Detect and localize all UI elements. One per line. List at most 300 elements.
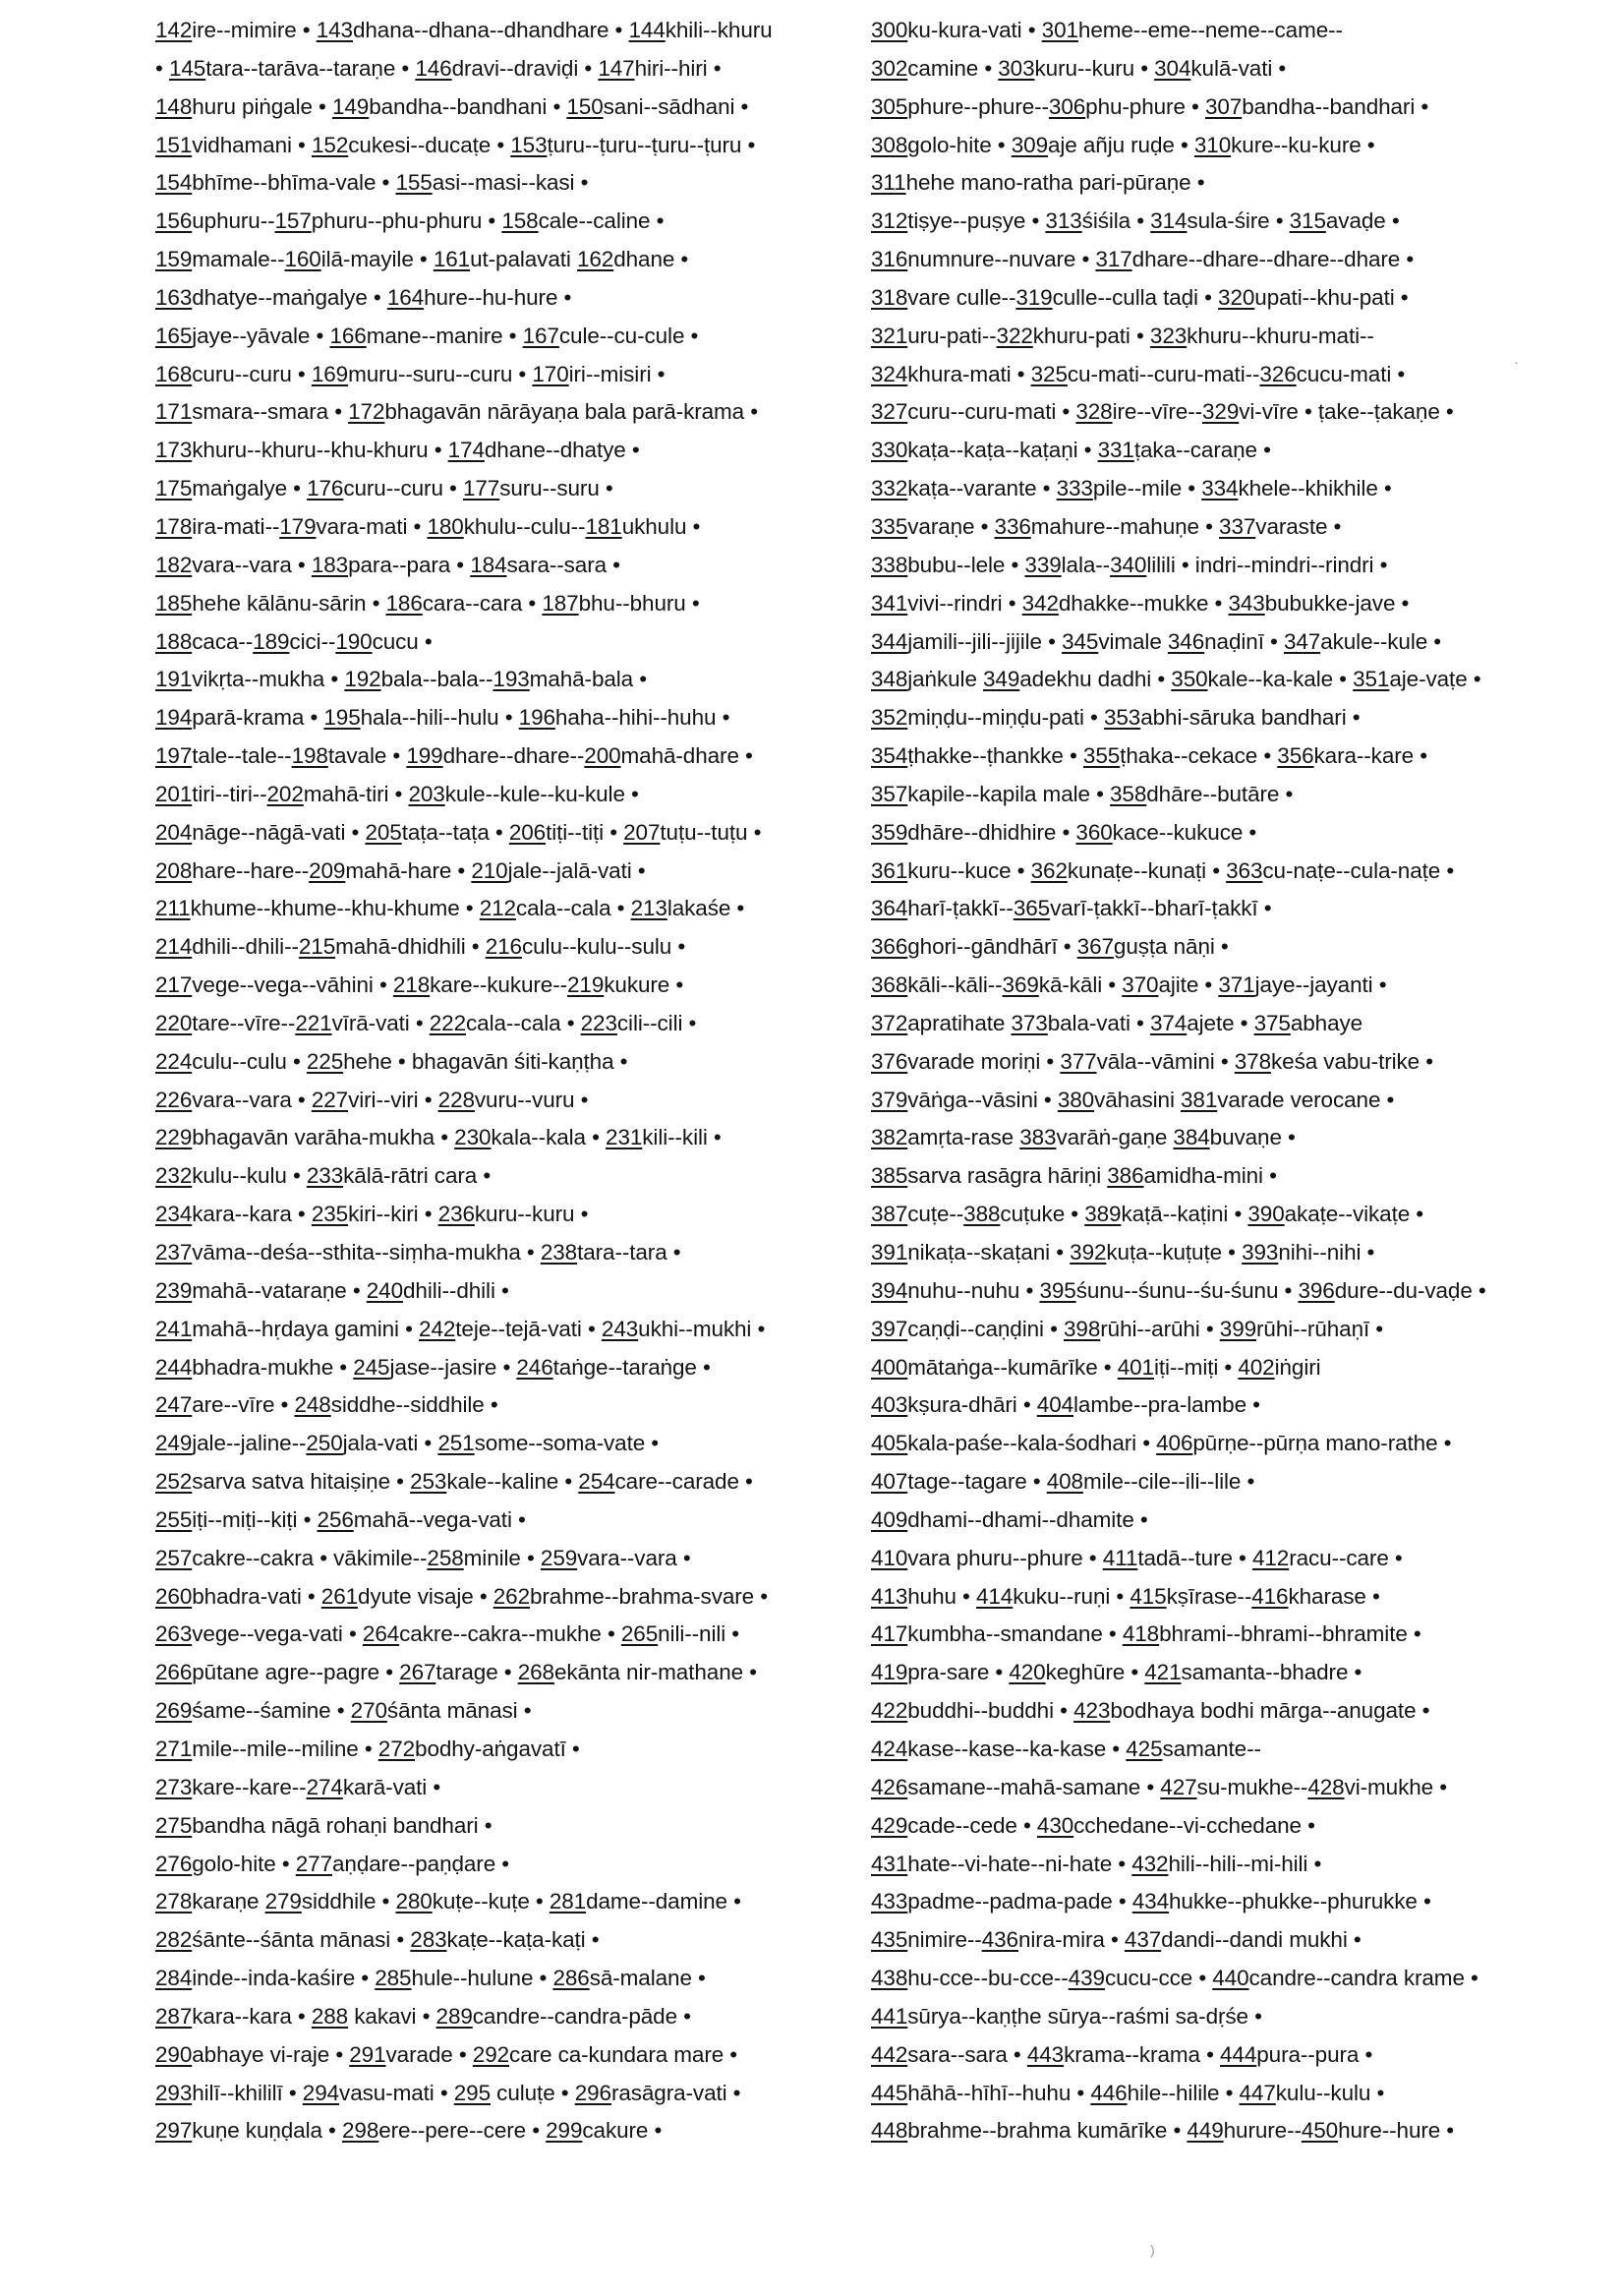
verse-number: 371 [1218,972,1255,998]
scan-speck: ) [1150,2242,1155,2258]
verse-number: 145 [168,55,206,81]
verse-number: 406 [1156,1431,1193,1456]
right_column-line: 344jamili--jili--jijile • 345vimale 346naḍinī • 347akule--kule • [871,628,1442,654]
verse-number: 256 [317,1506,354,1532]
verse-number: 401 [1117,1354,1154,1380]
verse-number: 331 [1097,438,1134,463]
verse-number: 175 [155,476,193,501]
right_column-line: 364harī-ṭakkī--365varī-ṭakkī--bharī-ṭakkī • [871,896,1272,921]
verse-number: 375 [1253,1010,1291,1035]
verse-number: 261 [320,1583,359,1609]
verse-number: 348 [871,667,908,692]
verse-number: 345 [1062,628,1099,654]
verse-number: 159 [155,247,193,272]
verse-number: 312 [871,208,908,234]
verse-number: 170 [532,361,569,386]
right_column-line: 341vivi--rindri • 342dhakke--mukke • 343bubukke-jave • [871,590,1410,616]
verse-number: 377 [1060,1048,1097,1074]
verse-number: 316 [871,247,908,272]
verse-number: 183 [311,552,349,577]
verse-number: 237 [155,1240,193,1265]
verse-number: 416 [1251,1583,1289,1609]
verse-number: 182 [155,552,193,577]
verse-number: 200 [584,743,621,769]
verse-number: 385 [871,1163,908,1189]
verse-number: 429 [871,1812,908,1838]
verse-number: 333 [1056,476,1093,501]
left_column-line: 224culu--culu • 225hehe • bhagavān śiti-kaṇṭha • [155,1048,628,1074]
right_column-line: 435nimire--436nira-mira • 437dandi--dandi mukhi • [871,1927,1362,1953]
verse-number: 223 [580,1010,617,1035]
verse-number: 444 [1220,2041,1257,2067]
verse-number: 285 [375,1966,412,1991]
verse-number: 370 [1122,972,1159,998]
verse-number: 153 [510,132,548,157]
right_column-line: 308golo-hite • 309aje añju ruḍe • 310kure--ku-kure • [871,132,1375,157]
verse-number: 384 [1173,1125,1210,1150]
verse-number: 245 [353,1354,390,1380]
verse-number: 306 [1048,93,1086,119]
verse-number: 176 [307,476,344,501]
right_column-line: 441sūrya--kaṇṭhe sūrya--raśmi sa-dṛśe • [871,2003,1262,2029]
verse-number: 187 [542,590,579,616]
verse-number: 446 [1090,2080,1128,2105]
verse-number: 383 [1019,1125,1057,1150]
verse-number: 433 [871,1889,908,1914]
verse-number: 402 [1238,1354,1275,1380]
verse-number: 257 [155,1545,193,1570]
verse-number: 380 [1057,1087,1095,1112]
left_column-line: 182vara--vara • 183para--para • 184sara--sara • [155,552,620,577]
verse-number: 254 [578,1469,615,1495]
right_column-line: 359dhāre--dhidhire • 360kace--kukuce • [871,819,1257,845]
verse-number: 307 [1204,93,1243,119]
verse-number: 199 [406,743,443,769]
right_column-line: 312tiṣye--puṣye • 313śiśila • 314sula-śire • 315avaḍe • [871,208,1400,234]
verse-number: 432 [1131,1851,1169,1876]
verse-number: 400 [871,1354,908,1380]
verse-number: 270 [350,1698,387,1724]
left_column-line: 204nāge--nāgā-vati • 205taṭa--taṭa • 206tiṭi--tiṭi • 207tuṭu--tuṭu • [155,819,762,845]
verse-number: 242 [419,1316,456,1341]
verse-number: 269 [155,1698,193,1724]
verse-number: 211 [155,896,191,921]
verse-number: 342 [1021,590,1059,616]
left_column-line: 284inde--inda-kaśire • 285hule--hulune • 286sā-malane • [155,1966,706,1991]
left-column [155,12,834,2150]
verse-number: 194 [155,705,193,731]
verse-number: 266 [155,1660,193,1685]
verse-number: 225 [306,1048,344,1074]
right_column-line: 403kṣura-dhāri • 404lambe--pra-lambe • [871,1392,1260,1418]
verse-number: 311 [871,170,906,196]
verse-number: 251 [437,1431,475,1456]
verse-number: 191 [155,667,193,692]
left_column-line: 247are--vīre • 248siddhe--siddhile • [155,1392,498,1418]
verse-number: 405 [871,1431,908,1456]
left_column-line: 232kulu--kulu • 233kālā-rātri cara • [155,1163,492,1189]
verse-number: 156 [155,208,193,234]
verse-number: 247 [155,1392,193,1418]
verse-number: 326 [1259,361,1297,386]
right_column-line: 321uru-pati--322khuru-pati • 323khuru--khuru-mati-- [871,323,1374,348]
verse-number: 357 [871,781,908,806]
left_column-line: 255iṭi--miṭi--kiṭi • 256mahā--vega-vati • [155,1506,526,1532]
verse-number: 360 [1075,819,1113,845]
verse-number: 286 [552,1966,590,1991]
right_column-line: 376varade moriṇi • 377vāla--vāmini • 378keśa vabu-trike • [871,1048,1434,1074]
left_column-line: 156uphuru--157phuru--phu-phuru • 158cale--caline • [155,208,665,234]
verse-number: 147 [598,55,635,81]
verse-number: 190 [335,628,373,654]
verse-number: 308 [871,132,908,157]
left_column-line: 276golo-hite • 277aṇḍare--paṇḍare • [155,1851,510,1876]
verse-number: 214 [155,934,193,960]
verse-number: 284 [155,1966,193,1991]
verse-number: 419 [871,1660,908,1685]
verse-number: 325 [1030,361,1068,386]
left_column-line: 244bhadra-mukhe • 245jase--jasire • 246taṅge--taraṅge • [155,1354,711,1380]
right_column-line: 366ghori--gāndhārī • 367guṣṭa nāṇi • [871,934,1229,960]
verse-number: 410 [871,1545,908,1570]
right_column-line: 409dhami--dhami--dhamite • [871,1506,1148,1532]
left_column-line: 220tare--vīre--221vīrā-vati • 222cala--cala • 223cili--cili • [155,1010,697,1035]
verse-number: 164 [386,284,425,310]
verse-number: 274 [306,1774,343,1799]
verse-number: 207 [623,819,661,845]
verse-number: 381 [1181,1087,1218,1112]
verse-number: 350 [1171,667,1208,692]
right_column-line: 405kala-paśe--kala-śodhari • 406pūrṇe--pūrṇa mano-rathe • [871,1431,1452,1456]
verse-number: 373 [1011,1010,1048,1035]
right_column-line: 305phure--phure--306phu-phure • 307bandha--bandhari • [871,93,1429,119]
verse-number: 332 [871,476,908,501]
verse-number: 439 [1068,1966,1105,1991]
verse-number: 354 [871,743,908,769]
left_column-line: 282śānte--śānta mānasi • 283kaṭe--kaṭa-kaṭi • [155,1927,600,1953]
right_column-line: 407tage--tagare • 408mile--cile--ili--lile • [871,1469,1255,1495]
left_column-line: 278karaṇe 279siddhile • 280kuṭe--kuṭe • 281dame--damine • [155,1889,741,1914]
right_column-line: 433padme--padma-pade • 434hukke--phukke--phurukke • [871,1889,1431,1914]
verse-number: 198 [291,743,328,769]
verse-number: 163 [155,284,193,310]
verse-number: 222 [429,1010,467,1035]
verse-number: 297 [155,2118,193,2144]
verse-number: 265 [620,1621,659,1647]
verse-number: 340 [1110,552,1147,577]
verse-number: 362 [1030,857,1068,883]
verse-number: 295 [453,2080,492,2105]
right_column-line: 448brahme--brahma kumārīke • 449hurure--450hure--hure • [871,2118,1455,2144]
verse-number: 252 [155,1469,193,1495]
verse-number: 220 [155,1010,193,1035]
right_column-line: 424kase--kase--ka-kase • 425samante-- [871,1736,1261,1761]
left_column-line: 252sarva satva hitaiṣiṇe • 253kale--kaline • 254care--carade • [155,1469,753,1495]
right_column-line: 431hate--vi-hate--ni-hate • 432hili--hili--mi-hili • [871,1851,1322,1876]
verse-number: 281 [549,1889,587,1914]
verse-number: 151 [155,132,193,157]
verse-number: 305 [871,93,908,119]
verse-number: 219 [567,972,605,998]
verse-number: 409 [871,1506,908,1532]
verse-number: 343 [1228,590,1265,616]
verse-number: 201 [155,781,193,806]
verse-number: 317 [1095,247,1132,272]
right_column-line: 442sara--sara • 443krama--krama • 444pura--pura • [871,2041,1373,2067]
verse-number: 230 [454,1125,492,1150]
verse-number: 212 [479,896,516,921]
verse-number: 339 [1024,552,1062,577]
verse-number: 313 [1045,208,1082,234]
left_column-line: 269śame--śamine • 270śānta mānasi • [155,1698,532,1724]
left_column-line: 185hehe kālānu-sārin • 186cara--cara • 187bhu--bhuru • [155,590,700,616]
verse-number: 427 [1160,1774,1197,1799]
verse-number: 441 [871,2003,908,2029]
verse-number: 412 [1251,1545,1290,1570]
verse-number: 351 [1353,667,1390,692]
left_column-line: 226vara--vara • 227viri--viri • 228vuru--vuru • [155,1087,589,1112]
verse-number: 279 [264,1889,302,1914]
verse-number: 443 [1026,2041,1065,2067]
verse-number: 216 [485,934,522,960]
verse-number: 293 [155,2080,193,2105]
verse-number: 208 [155,857,193,883]
right_column-line: 300ku-kura-vati • 301heme--eme--neme--came-- [871,18,1343,42]
verse-number: 386 [1107,1163,1144,1189]
verse-number: 421 [1144,1660,1182,1685]
verse-number: 365 [1013,896,1051,921]
verse-number: 303 [998,55,1035,81]
left_column-line: 173khuru--khuru--khu-khuru • 174dhane--dhatye • [155,438,640,463]
left_column-line: 234kara--kara • 235kiri--kiri • 236kuru--kuru • [155,1202,589,1227]
verse-number: 157 [274,208,312,234]
verse-number: 431 [871,1851,908,1876]
left_column-line: 287kara--kara • 288 kakavi • 289candre--candra-pāde • [155,2003,691,2029]
verse-number: 288 [311,2003,349,2029]
verse-number: 154 [155,170,193,196]
verse-number: 209 [309,857,346,883]
verse-number: 310 [1193,132,1232,157]
verse-number: 314 [1150,208,1188,234]
verse-number: 249 [155,1431,193,1456]
verse-number: 356 [1277,743,1314,769]
verse-number: 296 [574,2080,611,2105]
verse-number: 387 [871,1202,908,1227]
left_column-line: 171smara--smara • 172bhagavān nārāyaṇa bala parā-krama • [155,399,759,425]
left_column-line: 188caca--189cici--190cucu • [155,628,433,654]
verse-number: 447 [1239,2080,1276,2105]
verse-number: 224 [155,1048,193,1074]
verse-number: 413 [871,1583,908,1609]
left_column-line: 229bhagavān varāha-mukha • 230kala--kala • 231kili--kili • [155,1125,722,1150]
verse-number: 278 [155,1889,193,1914]
verse-number: 240 [366,1277,404,1303]
left_column-line: • 145tara--tarāva--taraṇe • 146dravi--draviḍi • 147hiri--hiri • [155,55,722,81]
verse-number: 255 [155,1506,193,1532]
verse-number: 229 [155,1125,193,1150]
right_column-line: 382amṛta-rase 383varāṅ-gaṇe 384buvaṇe • [871,1125,1296,1150]
right_column-line: 338bubu--lele • 339lala--340lilili • indri--mindri--rindri • [871,552,1388,577]
left_column-line: 165jaye--yāvale • 166mane--manire • 167cule--cu-cule • [155,323,699,348]
right_column-line: 352miṇḍu--miṇḍu-pati • 353abhi-sāruka bandhari • [871,705,1361,731]
verse-number: 197 [155,743,193,769]
verse-number: 436 [981,1927,1018,1953]
verse-number: 294 [302,2080,340,2105]
verse-number: 189 [253,628,290,654]
verse-number: 395 [1039,1277,1076,1303]
right_column-line: 357kapile--kapila male • 358dhāre--butāre • [871,781,1294,806]
right_column-line: 400mātaṅga--kumārīke • 401iṭi--miṭi • 402iṅgiri [871,1354,1321,1380]
right_column-line: 429cade--cede • 430cchedane--vi-cchedane • [871,1812,1315,1838]
verse-number: 236 [437,1202,475,1227]
left_column-line: 214dhili--dhili--215mahā-dhidhili • 216culu--kulu--sulu • [155,934,686,960]
verse-number: 186 [385,590,423,616]
verse-number: 352 [871,705,908,731]
verse-number: 203 [408,781,445,806]
left_column-line: 151vidhamani • 152cukesi--ducaṭe • 153ṭuru--ṭuru--ṭuru--ṭuru • [155,132,756,157]
verse-number: 262 [493,1583,530,1609]
verse-number: 424 [871,1736,908,1761]
verse-number: 320 [1218,284,1255,310]
verse-number: 396 [1298,1277,1335,1303]
right_column-line: 422buddhi--buddhi • 423bodhaya bodhi mārga--anugate • [871,1698,1430,1724]
left_column-line: 178ira-mati--179vara-mati • 180khulu--culu--181ukhulu • [155,513,701,539]
verse-number: 374 [1149,1010,1188,1035]
verse-number: 403 [871,1392,908,1418]
verse-number: 300 [871,18,908,42]
left_column-line: 154bhīme--bhīma-vale • 155asi--masi--kasi • [155,170,589,196]
verse-number: 289 [435,2003,473,2029]
verse-number: 397 [871,1316,908,1341]
verse-number: 321 [871,323,908,348]
verse-number: 361 [871,857,908,883]
verse-number: 440 [1212,1966,1249,1991]
verse-number: 336 [994,513,1031,539]
verse-number: 210 [471,857,508,883]
right-column [871,12,1559,2150]
verse-number: 344 [871,628,908,654]
verse-number: 283 [410,1927,447,1953]
verse-number: 267 [399,1660,436,1685]
verse-number: 290 [155,2041,193,2067]
verse-number: 448 [871,2118,908,2144]
verse-number: 407 [871,1469,908,1495]
verse-number: 372 [871,1010,908,1035]
verse-number: 315 [1289,208,1326,234]
scan-speck: · [1514,354,1519,370]
right_column-line: 332kaṭa--varante • 333pile--mile • 334khele--khikhile • [871,476,1392,501]
verse-number: 346 [1167,628,1205,654]
verse-number: 415 [1130,1583,1167,1609]
verse-number: 282 [155,1927,193,1953]
verse-number: 250 [306,1431,343,1456]
verse-number: 213 [630,896,667,921]
right_column-line: 335varaṇe • 336mahure--mahuṇe • 337varaste • [871,513,1342,539]
left_column-line: 201tiri--tiri--202mahā-tiri • 203kule--kule--ku-kule • [155,781,639,806]
left_column-line: 211khume--khume--khu-khume • 212cala--cala • 213lakaśe • [155,896,745,921]
left_column-line: 239mahā--vataraṇe • 240dhili--dhili • [155,1277,509,1303]
verse-number: 437 [1124,1927,1162,1953]
verse-number: 259 [540,1545,578,1570]
verse-number: 226 [155,1087,193,1112]
verse-number: 426 [871,1774,908,1799]
verse-number: 152 [312,132,349,157]
left_column-line: 163dhatye--maṅgalye • 164hure--hu-hure • [155,284,572,310]
verse-number: 434 [1131,1889,1170,1914]
verse-number: 404 [1036,1392,1074,1418]
verse-number: 149 [331,93,370,119]
verse-number: 158 [501,208,539,234]
verse-number: 367 [1076,934,1114,960]
verse-number: 232 [155,1163,193,1189]
verse-number: 334 [1201,476,1239,501]
right_column-line: 318vare culle--319culle--culla taḍi • 320upati--khu-pati • [871,284,1409,310]
left_column-line: 271mile--mile--miline • 272bodhy-aṅgavatī • [155,1736,580,1761]
right_column-line: 348jaṅkule 349adekhu dadhi • 350kale--ka-kale • 351aje-vaṭe • [871,667,1481,692]
verse-number: 239 [155,1277,193,1303]
verse-number: 388 [963,1202,1001,1227]
verse-number: 393 [1242,1240,1279,1265]
verse-number: 369 [1002,972,1039,998]
verse-number: 347 [1283,628,1321,654]
verse-number: 271 [155,1736,193,1761]
verse-number: 392 [1070,1240,1107,1265]
verse-number: 205 [365,819,402,845]
verse-number: 188 [155,628,193,654]
verse-number: 195 [323,705,361,731]
verse-number: 148 [155,93,193,119]
verse-number: 184 [470,552,507,577]
right_column-line: 419pra-sare • 420keghūre • 421samanta--bhadre • [871,1660,1362,1685]
right_column-line: 426samane--mahā-samane • 427su-mukhe--428vi-mukhe • [871,1774,1447,1799]
verse-number: 450 [1301,2118,1339,2144]
verse-number: 260 [155,1583,193,1609]
verse-number: 349 [983,667,1020,692]
verse-number: 355 [1082,743,1121,769]
verse-number: 150 [566,93,604,119]
verse-number: 359 [871,819,908,845]
verse-number: 202 [266,781,304,806]
verse-number: 218 [392,972,431,998]
verse-number: 272 [377,1736,416,1761]
left_column-line: 263vege--vega-vati • 264cakre--cakra--mukhe • 265nili--nili • [155,1621,740,1647]
right_column-line: 394nuhu--nuhu • 395śunu--śunu--śu-śunu • 396dure--du-vaḍe • [871,1277,1486,1303]
verse-number: 243 [601,1316,639,1341]
verse-number: 276 [155,1851,193,1876]
verse-number: 268 [517,1660,554,1685]
verse-number: 142 [155,18,193,42]
verse-number: 353 [1103,705,1141,731]
verse-number: 264 [362,1621,400,1647]
verse-number: 174 [447,438,485,463]
verse-number: 275 [155,1812,193,1838]
right_column-line: 327curu--curu-mati • 328ire--vīre--329vi-vīre • ṭake--ṭakaṇe • [871,399,1454,425]
verse-number: 358 [1110,781,1147,806]
left_column-line: 175maṅgalye • 176curu--curu • 177suru--suru • [155,476,613,501]
verse-number: 172 [348,399,385,425]
verse-number: 192 [344,667,381,692]
verse-number: 273 [155,1774,193,1799]
verse-number: 168 [155,361,193,386]
left_column-line: 273kare--kare--274karā-vati • [155,1774,441,1799]
verse-number: 280 [395,1889,433,1914]
verse-number: 414 [975,1583,1014,1609]
verse-number: 196 [518,705,555,731]
left_column-line: 159mamale--160ilā-mayile • 161ut-palavati 162dhane • [155,247,689,272]
verse-number: 408 [1046,1469,1083,1495]
verse-number: 376 [871,1048,908,1074]
verse-number: 166 [329,323,367,348]
